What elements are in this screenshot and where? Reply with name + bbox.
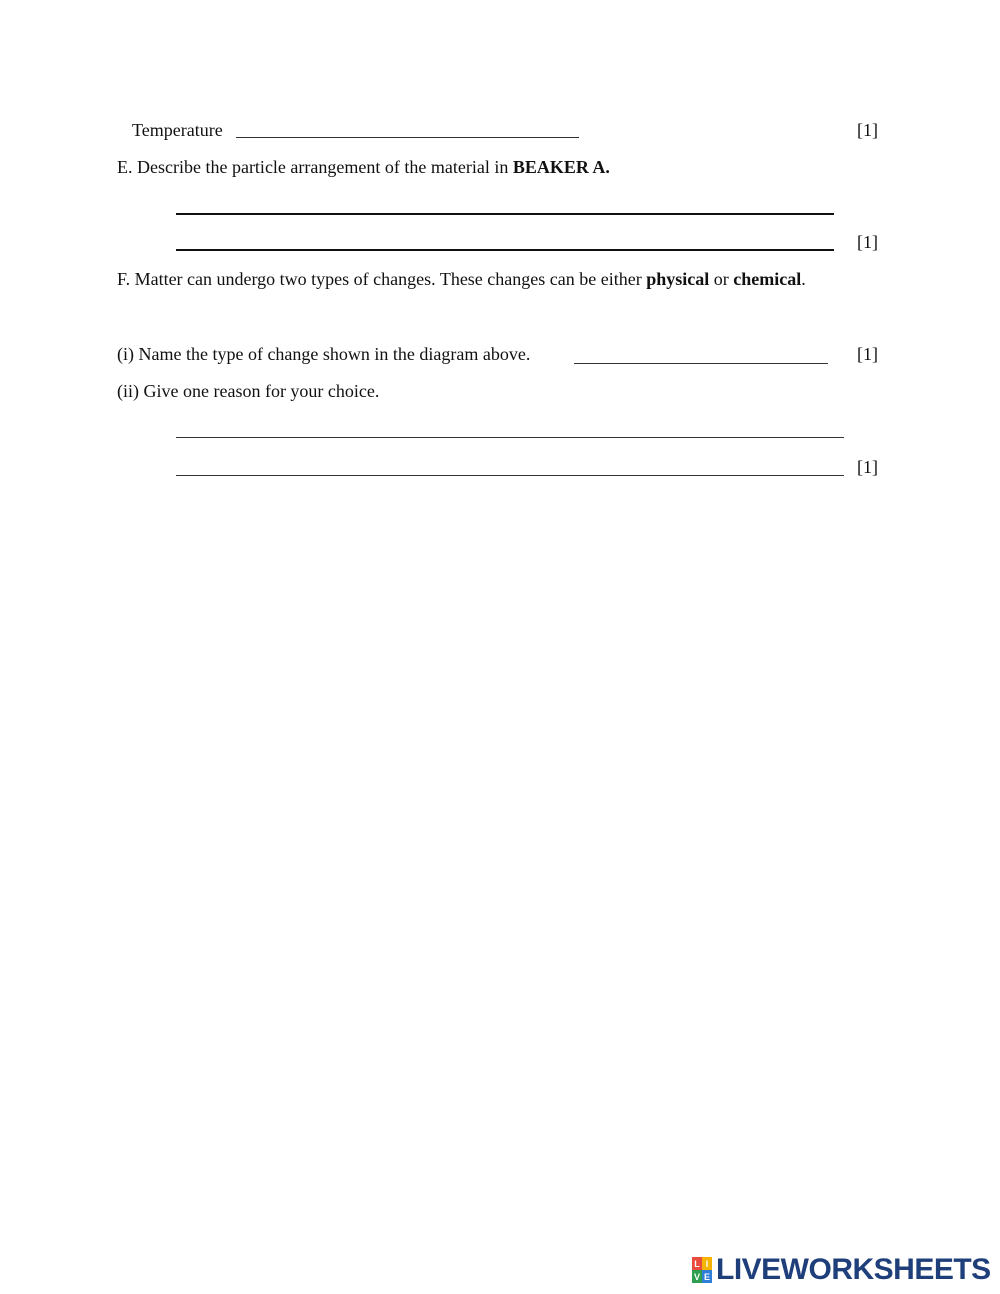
logo-letter: I (702, 1257, 712, 1270)
temperature-label: Temperature (132, 120, 223, 140)
question-f-prompt (117, 268, 806, 290)
question-f-end: . (801, 269, 806, 289)
question-f-part-i-mark: [1] (857, 344, 878, 364)
question-f-part-ii-prompt: (ii) Give one reason for your choice. (117, 381, 380, 401)
question-e-answer-line-2[interactable] (176, 249, 834, 251)
question-e-mark: [1] (857, 232, 878, 252)
logo-icon (692, 1257, 712, 1283)
question-f-part-i-answer-line[interactable] (574, 363, 828, 364)
question-f-term-chemical: chemical (733, 269, 802, 289)
question-f-part-ii-mark: [1] (857, 457, 878, 477)
logo-letter: E (703, 1271, 710, 1282)
logo-letter: V (693, 1271, 700, 1282)
question-f-term-physical: physical (646, 269, 710, 289)
question-f-part-ii-answer-line-2[interactable] (176, 475, 844, 476)
question-e-text: E. Describe the particle arrangement of the material in (117, 157, 509, 177)
temperature-mark: [1] (857, 120, 878, 140)
logo-letter: L (692, 1257, 702, 1270)
question-f-text: F. Matter can undergo two types of changes. These changes can be either (117, 269, 642, 289)
question-f-connector: or (713, 269, 729, 289)
question-e-emphasis: BEAKER A. (512, 157, 610, 177)
question-f-part-ii-answer-line-1[interactable] (176, 437, 844, 438)
liveworksheets-logo (692, 1255, 991, 1285)
temperature-answer-line[interactable] (236, 137, 579, 138)
question-e-prompt (117, 156, 610, 178)
logo-text: LIVEWORKSHEETS (716, 1253, 991, 1286)
question-f-part-i-prompt: (i) Name the type of change shown in the diagram above. (117, 344, 531, 364)
question-e-answer-line-1[interactable] (176, 213, 834, 215)
